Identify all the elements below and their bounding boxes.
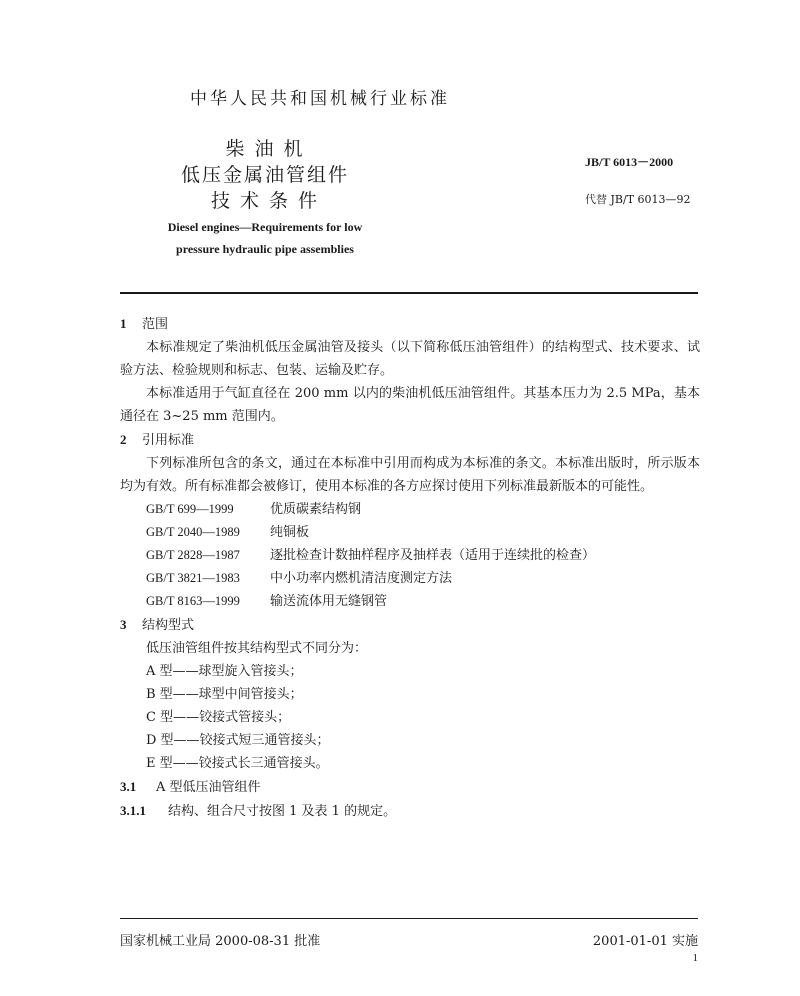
title-line-3: 技 术 条 件	[210, 190, 320, 212]
section-number: 1	[120, 316, 127, 331]
type-item: A 型——球型旋入管接头；	[146, 664, 303, 679]
section-title: 范围	[142, 317, 169, 332]
title-line-1: 柴 油 机	[225, 138, 305, 160]
reference-item	[120, 498, 700, 521]
paragraph: 下列标准所包含的条文，通过在本标准中引用而构成为本标准的条文。本标准出版时，所示版本均为有效。所有标准都会被修订，使用本标准的各方应探讨使用下列标准最新版本的可能性。	[120, 456, 700, 494]
reference-code: GB/T 2040—1989	[146, 525, 240, 539]
paragraph: 本标准规定了柴油机低压金属油管及接头（以下简称低压油管组件）的结构型式、技术要求、试验方法、检验规则和标志、包装、运输及贮存。	[120, 340, 700, 378]
section-3-heading	[120, 613, 700, 637]
section-number: 2	[120, 432, 127, 447]
reference-title: 纯铜板	[270, 525, 310, 540]
paragraph: 低压油管组件按其结构型式不同分为：	[146, 641, 368, 656]
reference-item	[120, 590, 700, 613]
reference-code: GB/T 2828—1987	[146, 548, 240, 562]
reference-title: 逐批检查计数抽样程序及抽样表（适用于连续批的检查）	[270, 548, 596, 563]
section-2-heading	[120, 428, 700, 452]
subsection-number: 3.1	[120, 779, 137, 794]
english-title-line-2: pressure hydraulic pipe assemblies	[176, 242, 354, 256]
type-item: B 型——球型中间管接头；	[146, 687, 303, 702]
reference-item	[120, 544, 700, 567]
type-item: D 型——铰接式短三通管接头；	[146, 733, 330, 748]
paragraph: 本标准适用于气缸直径在 200 mm 以内的柴油机低压油管组件。其基本压力为 2.5 MPa，基本通径在 3~25 mm 范围内。	[120, 386, 700, 424]
reference-title: 优质碳素结构钢	[270, 502, 362, 517]
type-item: C 型——铰接式管接头；	[146, 710, 291, 725]
section-number: 3	[120, 617, 127, 632]
approval-note: 国家机械工业局 2000-08-31 批准	[120, 934, 321, 949]
section-title: 结构型式	[142, 618, 195, 633]
subsection-3-1-heading	[120, 775, 700, 799]
type-item: E 型——铰接式长三通管接头。	[146, 756, 329, 771]
reference-item	[120, 567, 700, 590]
subsection-text: 结构、组合尺寸按图 1 及表 1 的规定。	[168, 804, 397, 819]
document-body	[120, 312, 700, 823]
reference-item	[120, 521, 700, 544]
reference-code: GB/T 699—1999	[146, 502, 234, 516]
page-number: 1	[692, 952, 698, 964]
english-title-line-1: Diesel engines—Requirements for low	[167, 220, 363, 234]
footer-divider	[120, 918, 698, 919]
subsection-3-1-1-heading	[120, 799, 700, 823]
reference-title: 输送流体用无缝钢管	[270, 594, 388, 609]
reference-code: GB/T 3821—1983	[146, 571, 240, 585]
implementation-date: 2001-01-01 实施	[592, 934, 698, 949]
subsection-number: 3.1.1	[120, 803, 146, 818]
issuing-organization: 中华人民共和国机械行业标准	[190, 89, 450, 109]
reference-title: 中小功率内燃机清洁度测定方法	[270, 571, 453, 586]
subsection-title: A 型低压油管组件	[156, 780, 261, 795]
reference-code: GB/T 8163—1999	[146, 594, 240, 608]
standard-number: JB/T 6013－2000	[585, 155, 674, 169]
title-line-2: 低压金属油管组件	[180, 164, 349, 186]
section-1-heading	[120, 312, 700, 336]
header-divider	[120, 292, 698, 294]
replaces-standard: 代替 JB/T 6013—92	[585, 193, 691, 206]
section-title: 引用标准	[142, 433, 195, 448]
